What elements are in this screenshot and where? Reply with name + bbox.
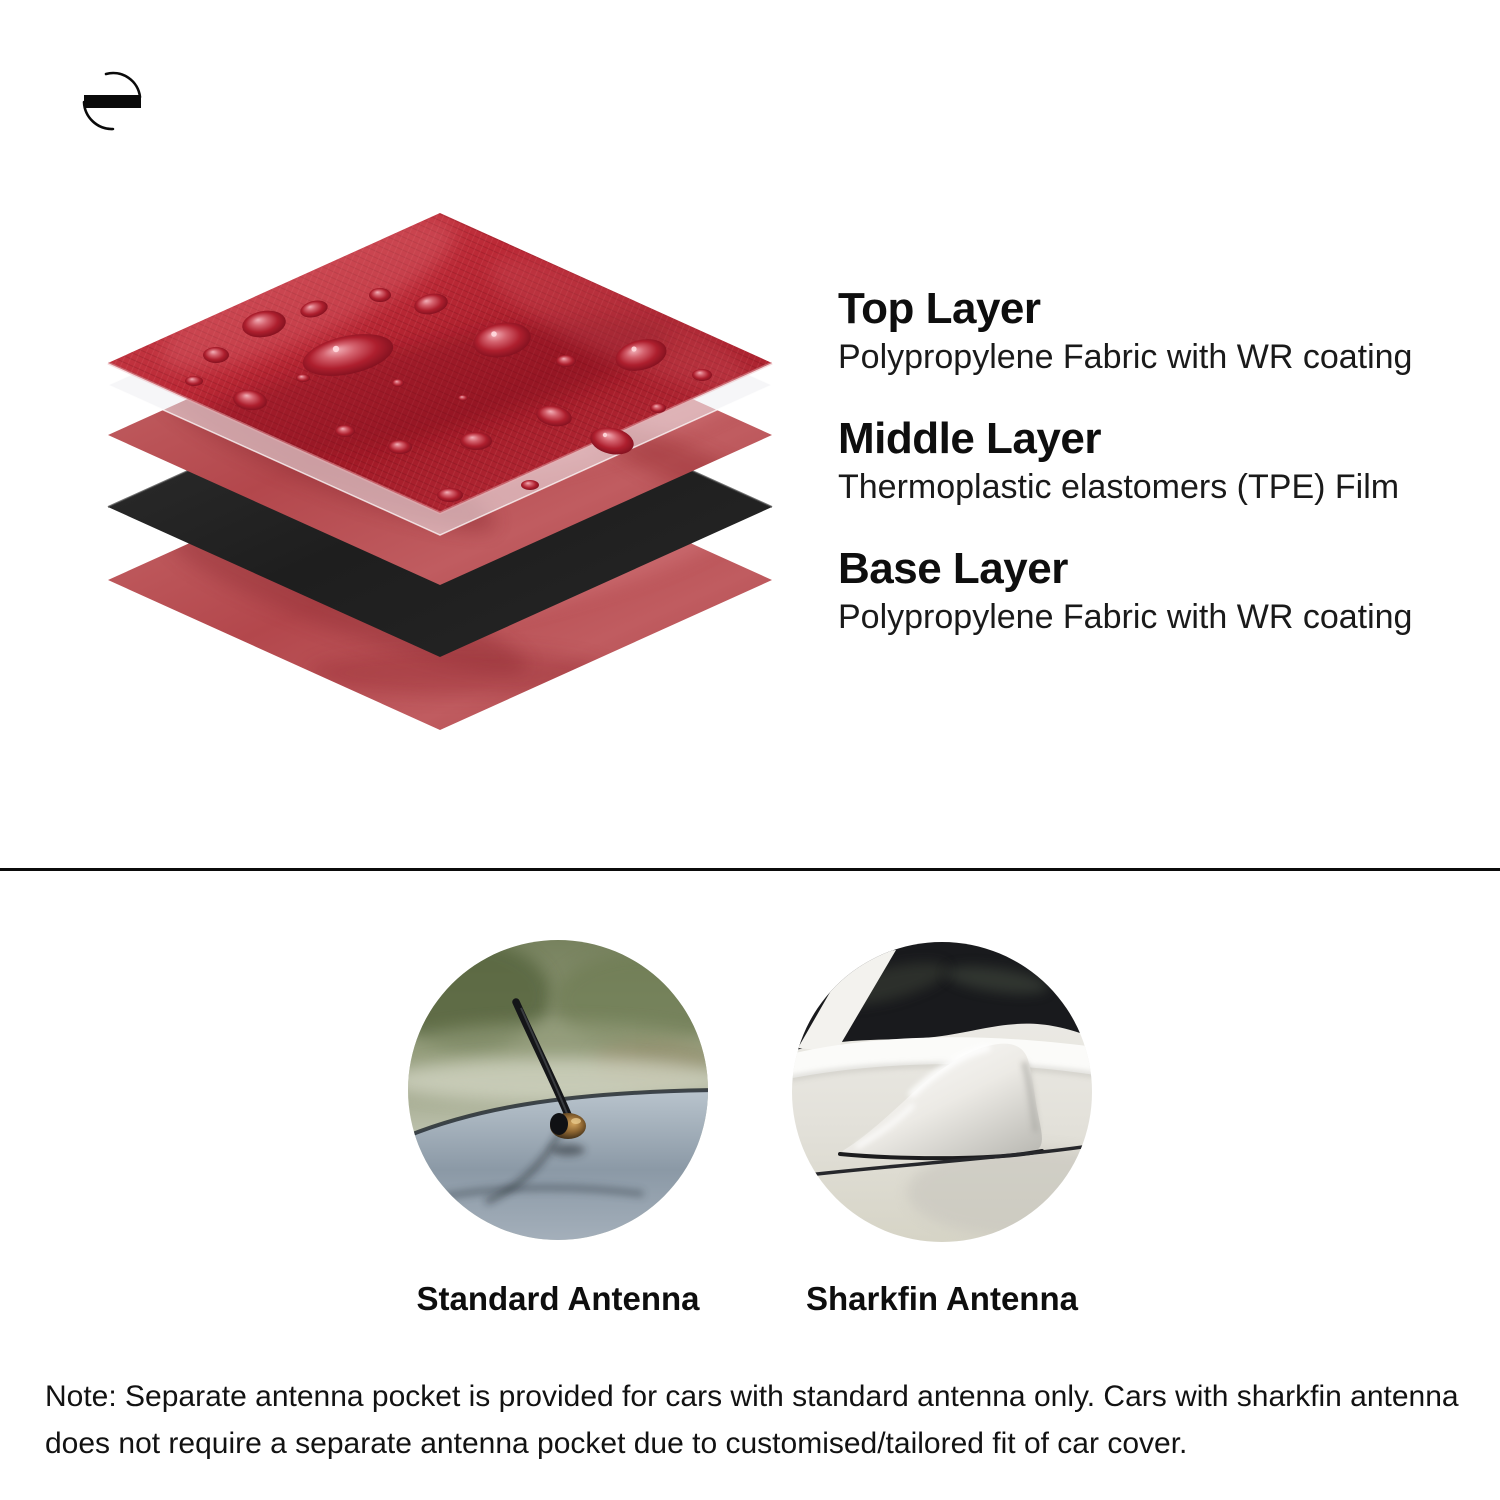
standard-antenna-illustration: [408, 940, 708, 1240]
base-layer-description: Polypropylene Fabric with WR coating: [838, 598, 1413, 636]
layer-annotations: [838, 285, 1412, 675]
antenna-note: [45, 1373, 1459, 1467]
top-layer-description: Polypropylene Fabric with WR coating: [838, 338, 1413, 376]
layer-stack-diagram: [98, 203, 788, 748]
top-layer-title: Top Layer: [838, 284, 1041, 333]
standard-antenna-caption: Standard Antenna: [416, 1280, 700, 1317]
standard-antenna-photo: [408, 940, 708, 1240]
antenna-note-line2: does not require a separate antenna pocket due to customised/tailored fit of car cover.: [45, 1427, 1188, 1460]
middle-layer-annotation: [838, 415, 1412, 508]
sharkfin-antenna-photo: [792, 942, 1092, 1242]
top-layer-annotation: [838, 285, 1412, 378]
base-layer-title: Base Layer: [838, 544, 1068, 593]
sharkfin-antenna-caption: Sharkfin Antenna: [806, 1280, 1078, 1317]
antenna-note-line1: Note: Separate antenna pocket is provided for cars with standard antenna only. Cars with sharkfin antenna: [45, 1380, 1459, 1413]
section-divider: [0, 868, 1500, 871]
middle-layer-description: Thermoplastic elastomers (TPE) Film: [838, 468, 1400, 506]
middle-layer-title: Middle Layer: [838, 414, 1101, 463]
base-layer-annotation: [838, 545, 1412, 638]
sharkfin-antenna-illustration: [792, 942, 1092, 1242]
brand-logo-icon: [78, 64, 150, 138]
